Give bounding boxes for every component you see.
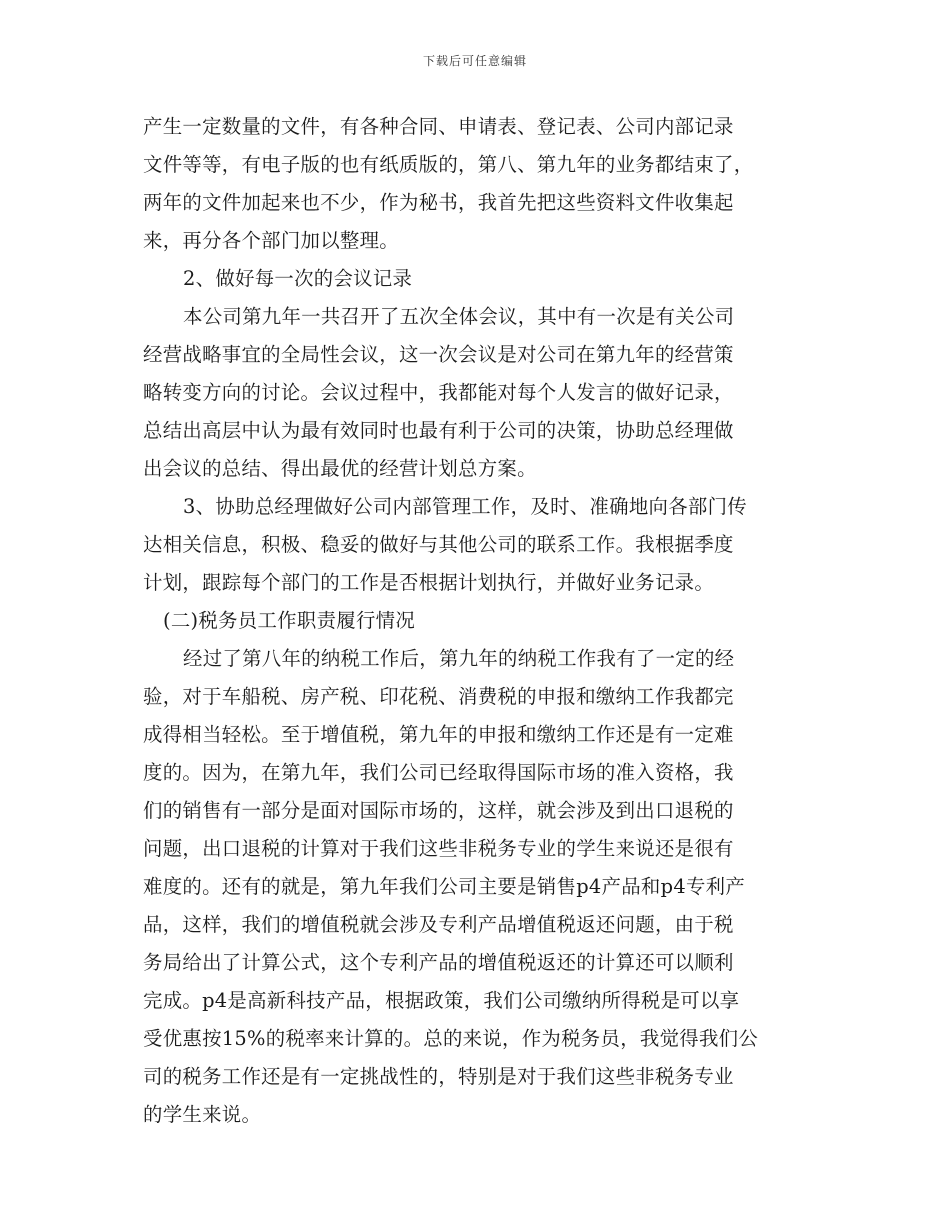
text-line: 计划，跟踪每个部门的工作是否根据计划执行，并做好业务记录。 bbox=[143, 571, 715, 594]
section-heading: 2、做好每一次的会议记录 bbox=[183, 267, 413, 290]
text-line: 司的税务工作还是有一定挑战性的，特别是对于我们这些非税务专业 bbox=[143, 1065, 734, 1088]
text-line: 文件等等，有电子版的也有纸质版的，第八、第九年的业务都结束了， bbox=[143, 153, 754, 176]
text-line: 的学生来说。 bbox=[143, 1103, 262, 1126]
text-line: 难度的。还有的就是，第九年我们公司主要是销售p4产品和p4专利产 bbox=[143, 875, 746, 898]
text-line: 度的。因为，在第九年，我们公司已经取得国际市场的准入资格，我 bbox=[143, 761, 734, 784]
text-line: 总结出高层中认为最有效同时也最有利于公司的决策，协助总经理做 bbox=[143, 419, 734, 442]
section-heading: (二)税务员工作职责履行情况 bbox=[163, 609, 416, 632]
text-line: 产生一定数量的文件，有各种合同、申请表、登记表、公司内部记录 bbox=[143, 115, 734, 138]
text-line: 达相关信息，积极、稳妥的做好与其他公司的联系工作。我根据季度 bbox=[143, 533, 734, 556]
text-line: 品，这样，我们的增值税就会涉及专利产品增值税返还问题，由于税 bbox=[143, 913, 734, 936]
page-header: 下载后可任意编辑 bbox=[422, 54, 527, 68]
document-body bbox=[143, 108, 803, 1134]
paragraph-start: 3、协助总经理做好公司内部管理工作，及时、准确地向各部门传 bbox=[183, 495, 747, 518]
text-line: 问题，出口退税的计算对于我们这些非税务专业的学生来说还是很有 bbox=[143, 837, 734, 860]
text-line: 来，再分各个部门加以整理。 bbox=[143, 229, 399, 252]
paragraph-start: 经过了第八年的纳税工作后，第九年的纳税工作我有了一定的经 bbox=[183, 647, 735, 670]
text-line: 务局给出了计算公式，这个专利产品的增值税返还的计算还可以顺利 bbox=[143, 951, 734, 974]
paragraph-start: 本公司第九年一共召开了五次全体会议，其中有一次是有关公司 bbox=[183, 305, 735, 328]
text-line: 经营战略事宜的全局性会议，这一次会议是对公司在第九年的经营策 bbox=[143, 343, 734, 366]
text-line: 成得相当轻松。至于增值税，第九年的申报和缴纳工作还是有一定难 bbox=[143, 723, 734, 746]
text-line: 两年的文件加起来也不少，作为秘书，我首先把这些资料文件收集起 bbox=[143, 191, 734, 214]
text-line: 们的销售有一部分是面对国际市场的，这样，就会涉及到出口退税的 bbox=[143, 799, 734, 822]
text-line: 略转变方向的讨论。会议过程中，我都能对每个人发言的做好记录， bbox=[143, 381, 734, 404]
text-line: 验，对于车船税、房产税、印花税、消费税的申报和缴纳工作我都完 bbox=[143, 685, 734, 708]
text-line: 完成。p4是高新科技产品，根据政策，我们公司缴纳所得税是可以享 bbox=[143, 989, 740, 1012]
text-line: 受优惠按15%的税率来计算的。总的来说，作为税务员，我觉得我们公 bbox=[143, 1027, 759, 1050]
text-line: 出会议的总结、得出最优的经营计划总方案。 bbox=[143, 457, 537, 480]
